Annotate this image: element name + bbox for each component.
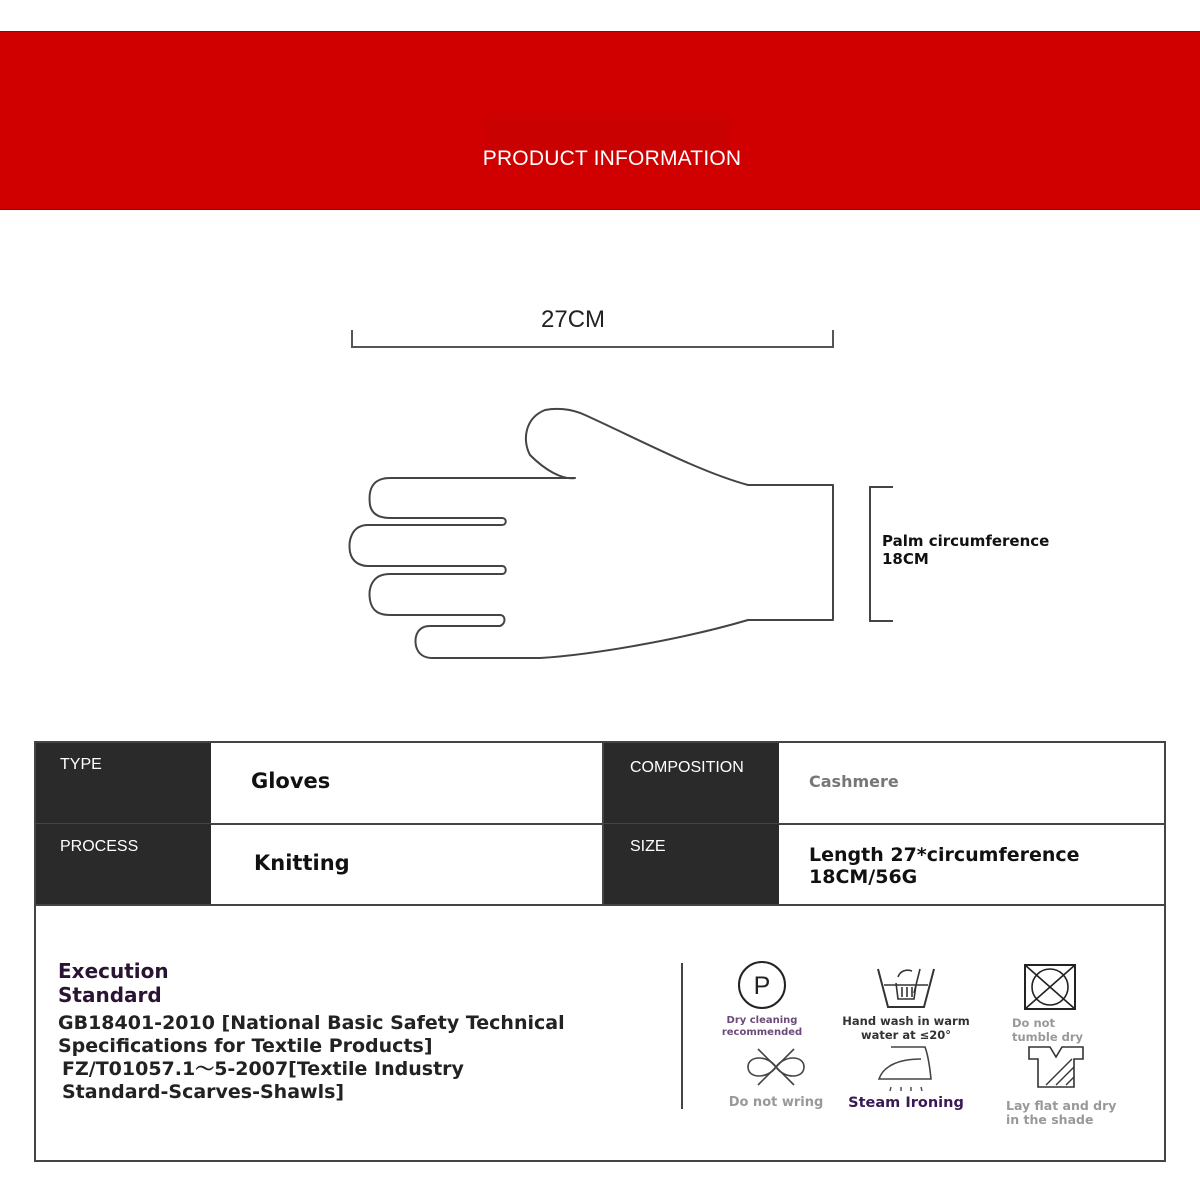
care-label-line2: tumble dry (1012, 1030, 1084, 1044)
spec-row-process (36, 824, 1164, 906)
composition-value-text: Cashmere (809, 772, 899, 791)
steam-iron-icon (873, 1043, 939, 1093)
care-dry-flat-shade (1006, 1045, 1146, 1127)
std-line: FZ/T01057.1～5-2007[Textile Industry (62, 1058, 464, 1080)
std-line: GB18401-2010 [National Basic Safety Technical (58, 1012, 565, 1034)
standards-and-care (36, 905, 1164, 1160)
care-label-line2: recommended (721, 1027, 803, 1038)
care-label-line2: water at ≤20° (860, 1028, 951, 1042)
glove-outline-icon (340, 400, 840, 670)
care-no-tumble-dry (1006, 963, 1116, 1044)
type-label: TYPE (36, 743, 211, 823)
care-steam-iron (836, 1043, 976, 1110)
composition-value (779, 743, 1164, 823)
svg-text:P: P (753, 972, 771, 1000)
vertical-divider (681, 963, 683, 1109)
palm-label-line1: Palm circumference (882, 532, 1050, 550)
execution-standard-text (58, 1012, 565, 1104)
length-label: 27CM (541, 306, 606, 333)
hand-wash-icon (874, 963, 938, 1011)
care-label-line1: Do not wring (728, 1095, 824, 1110)
care-label-line1: Dry cleaning (726, 1015, 798, 1026)
spec-table (34, 741, 1166, 1162)
std-line: Specifications for Textile Products] (58, 1035, 433, 1057)
care-label-line1: Steam Ironing (848, 1095, 964, 1111)
no-tumble-dry-icon (1022, 963, 1078, 1011)
care-no-wring (716, 1045, 836, 1110)
size-value (779, 824, 1164, 904)
spec-row-type (36, 743, 1164, 825)
std-title-line2: Standard (58, 983, 162, 1007)
care-hand-wash (831, 963, 981, 1042)
process-value (211, 824, 604, 904)
std-title-line1: Execution (58, 959, 169, 983)
care-label-line1: Lay flat and dry (1006, 1098, 1117, 1113)
dry-clean-p-icon (734, 961, 790, 1011)
care-label-line2: in the shade (1006, 1112, 1094, 1127)
size-label: SIZE (604, 824, 779, 904)
size-value-line1: Length 27*circumference (809, 844, 1080, 866)
care-label-line1: Do not (1012, 1016, 1056, 1030)
std-line: Standard-Scarves-Shawls] (62, 1081, 345, 1103)
palm-circumference-label (882, 532, 1049, 568)
no-wring-icon (738, 1045, 814, 1087)
care-label-line1: Hand wash in warm (842, 1014, 970, 1028)
palm-label-line2: 18CM (882, 550, 929, 568)
dry-flat-shade-icon (1026, 1045, 1086, 1089)
banner-title: PRODUCT INFORMATION (482, 147, 742, 170)
type-value (211, 743, 604, 823)
process-label: PROCESS (36, 824, 211, 904)
length-dimension-bracket (351, 330, 834, 348)
process-value-text: Knitting (254, 851, 350, 875)
care-dry-clean (706, 961, 818, 1039)
composition-label: COMPOSITION (604, 743, 779, 823)
type-value-text: Gloves (251, 769, 331, 793)
execution-standard-title (58, 959, 169, 1007)
size-value-line2: 18CM/56G (809, 866, 918, 888)
header-banner (0, 31, 1200, 210)
